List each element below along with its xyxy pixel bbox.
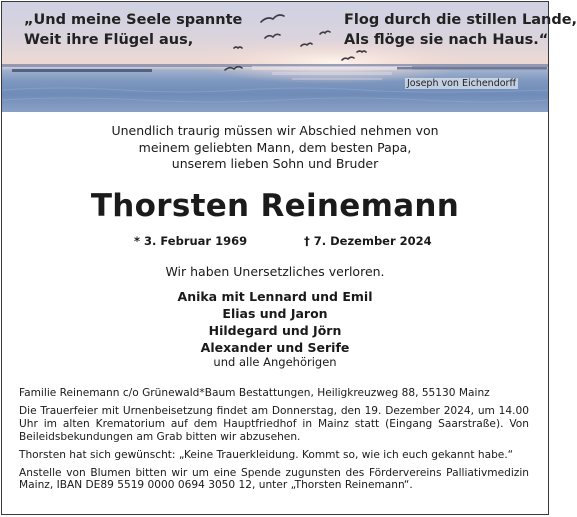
obituary-notice: [1, 1, 577, 515]
mourner-3: Hildegard und Jörn: [208, 323, 342, 338]
deceased-name: Thorsten Reinemann: [90, 188, 460, 224]
intro-line-2: meinem geliebten Mann, dem besten Papa,: [138, 139, 412, 155]
poem-left-line-1: „Und meine Seele spannte: [24, 12, 243, 28]
poem-right-line-1: Flog durch die stillen Lande,: [344, 12, 577, 28]
loss-statement: Wir haben Unersetzliches verloren.: [165, 264, 385, 279]
dress-wish: Thorsten hat sich gewünscht: „Keine Trauerkleidung. Kommt so, wie ich euch gekannt habe.“: [19, 448, 514, 461]
poem-left-line-2: Weit ihre Flügel aus,: [24, 32, 194, 48]
poem-author: Joseph von Eichendorff: [407, 78, 516, 89]
intro-line-1: Unendlich traurig müssen wir Abschied nehmen von: [111, 123, 439, 138]
mourners-list: [2, 288, 548, 356]
family-address: Familie Reinemann c/o Grünewald*Baum Bestattungen, Heiligkreuzweg 88, 55130 Mainz: [19, 387, 490, 399]
other-relatives: und alle Angehörigen: [213, 355, 337, 369]
birth-date: * 3. Februar 1969: [134, 234, 248, 248]
poem-right: [344, 10, 577, 50]
header-photo: [2, 2, 577, 112]
intro-line-3: unserem lieben Sohn und Bruder: [171, 156, 379, 171]
poem-right-line-2: Als flöge sie nach Haus.“: [344, 32, 549, 48]
mourner-1: Anika mit Lennard und Emil: [177, 289, 373, 304]
footer-notes: [19, 387, 529, 497]
death-date: † 7. Dezember 2024: [304, 234, 432, 248]
funeral-info: Die Trauerfeier mit Urnenbeisetzung findet am Donnerstag, den 19. Dezember 2024, um 14.00 Uhr im alten Krematorium auf dem Hauptfriedhof in Mainz statt (Eingang Saarstraße). Von Beileidsbekundungen am Grab bitten wir abzusehen.: [19, 404, 529, 443]
poem-left: [24, 10, 242, 50]
intro-text: [2, 123, 548, 173]
mourner-4: Alexander und Serife: [200, 340, 350, 355]
donation-info: Anstelle von Blumen bitten wir um eine Spende zugunsten des Fördervereins Palliativmedizin Mainz, IBAN DE89 5519 0000 0694 3050 12, unter „Thorsten Reinemann“.: [19, 466, 529, 492]
mourner-2: Elias und Jaron: [222, 306, 328, 321]
